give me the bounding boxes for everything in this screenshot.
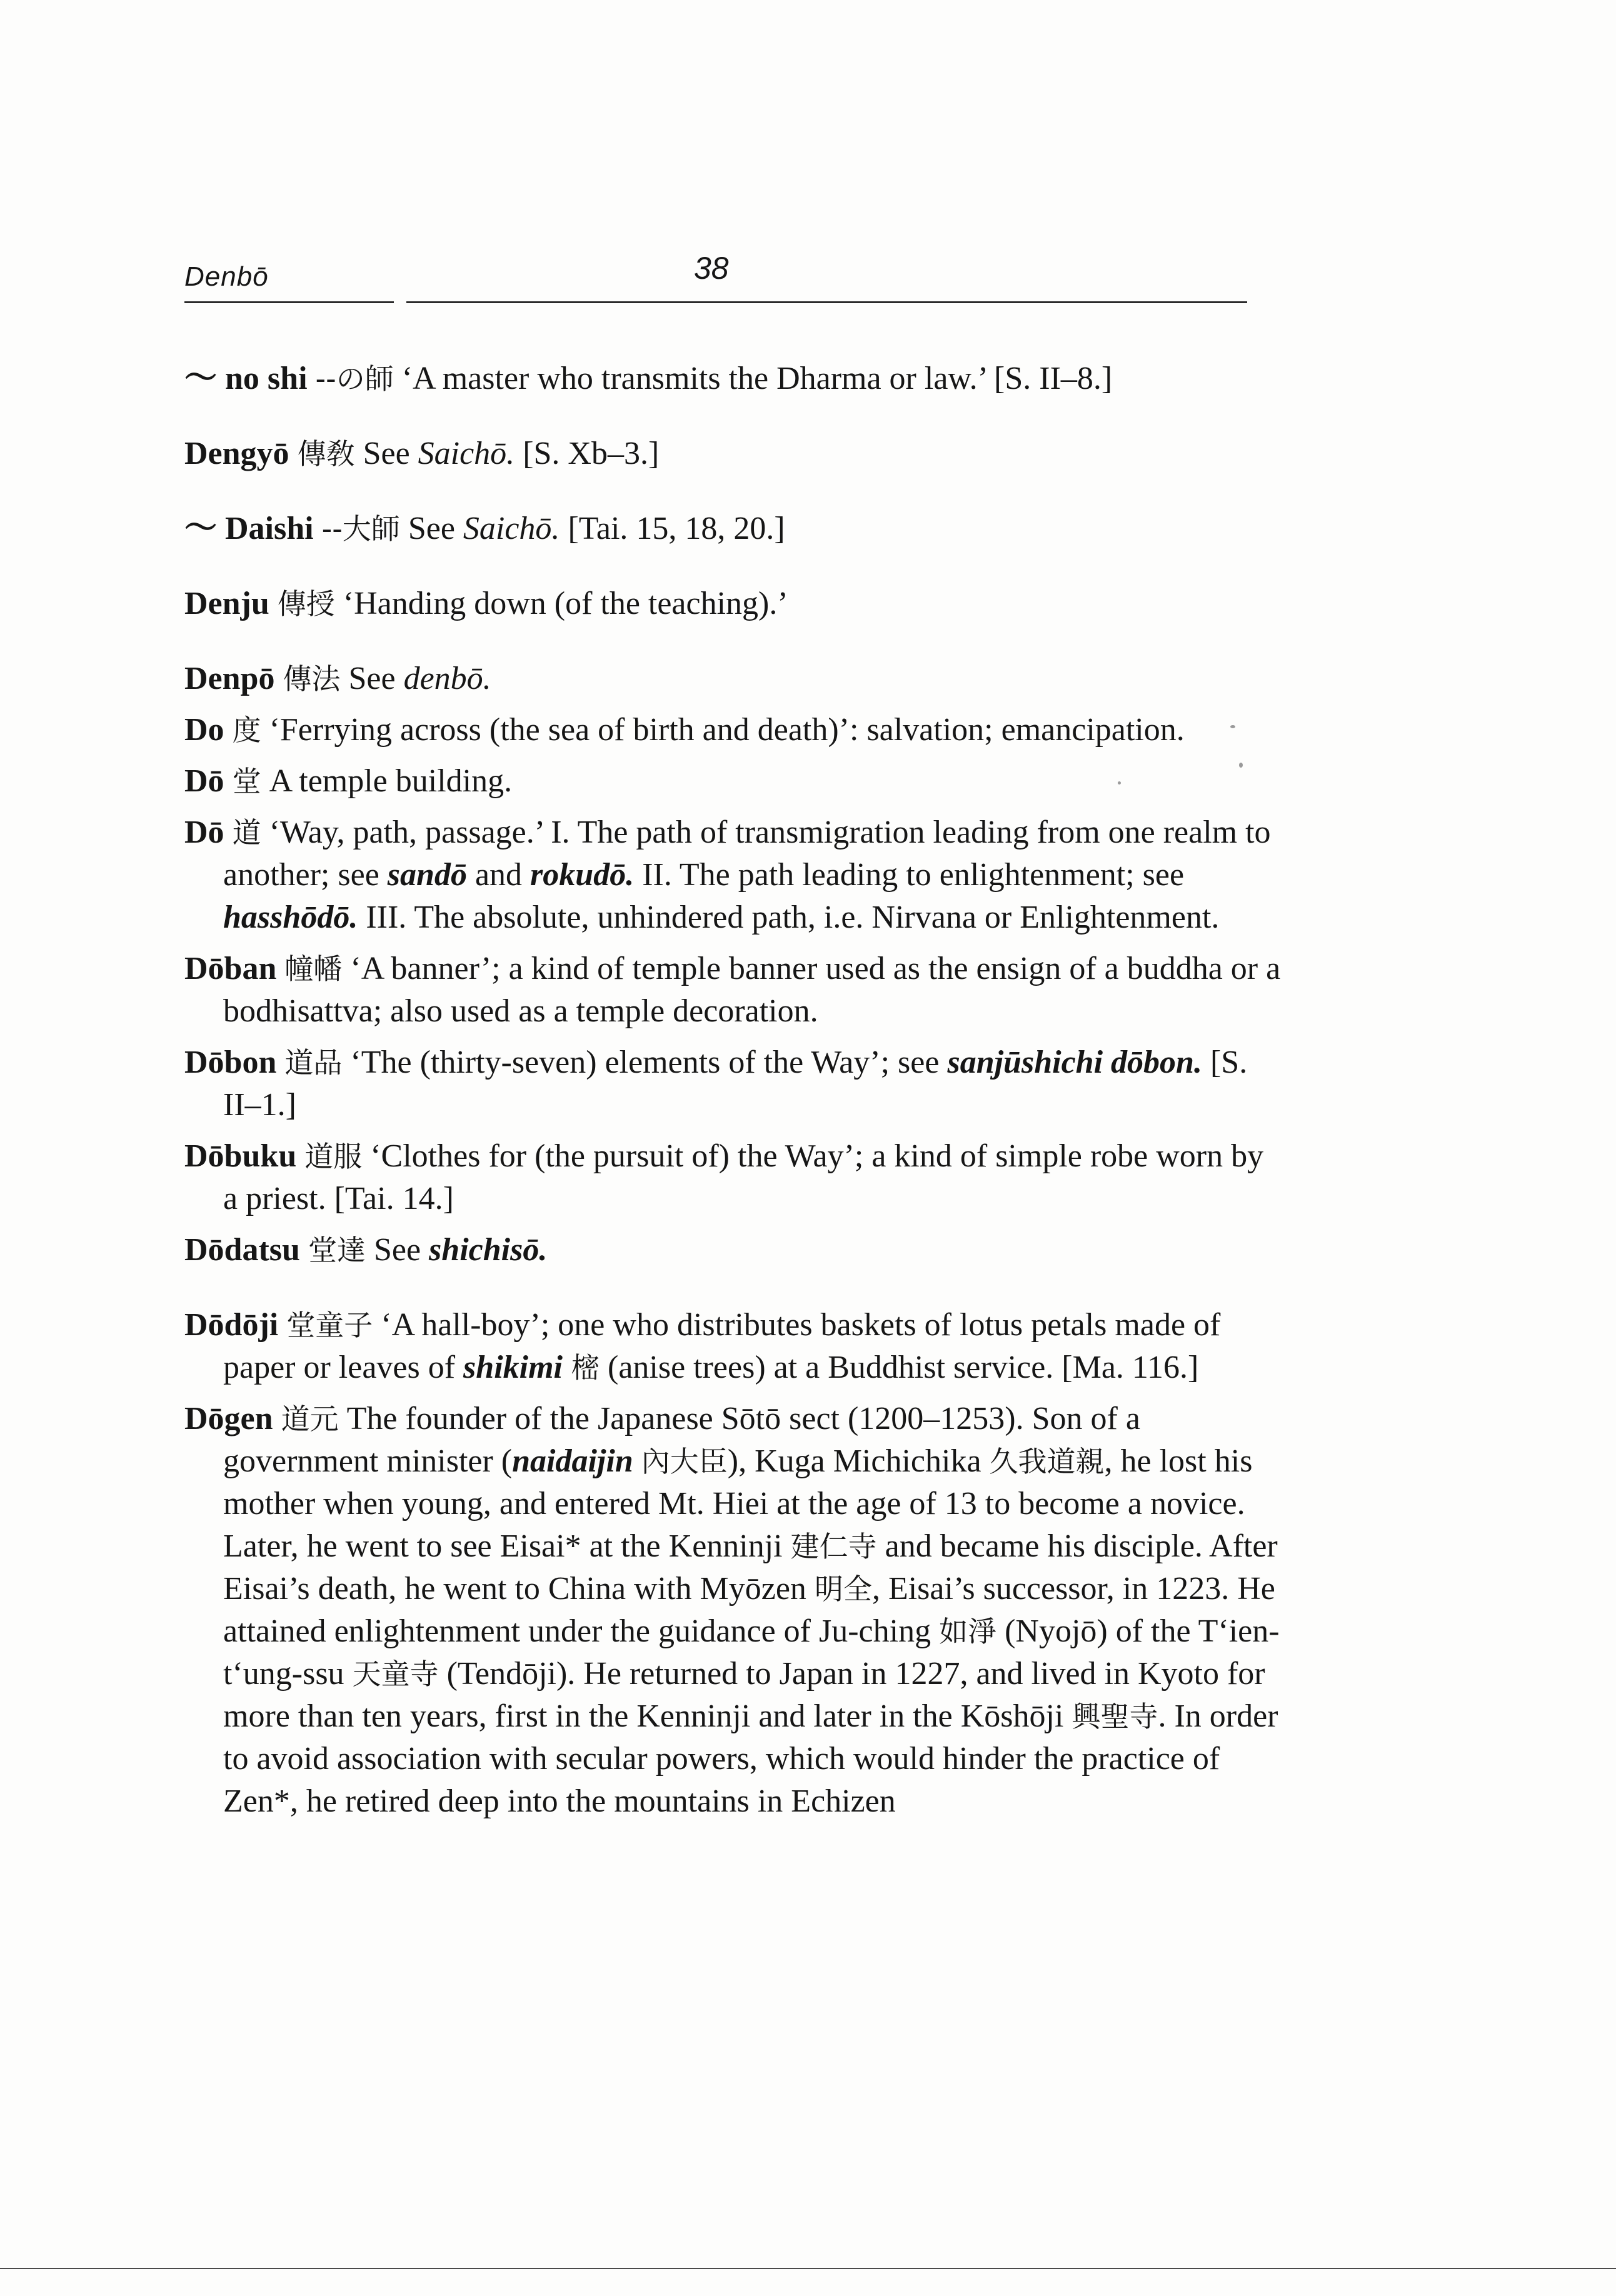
entry-definition: ‘Ferrying across (the sea of birth and death)’: salvation; emancipation.	[269, 712, 1185, 748]
entry-dogen	[184, 1398, 1285, 1823]
entry-headword: Dō	[184, 763, 224, 799]
entry-definition-part: III. The absolute, unhindered path, i.e. Nirvana or Enlightenment.	[358, 900, 1220, 935]
entry-definition-part: (Tendōji). He returned to Japan in 1227, and lived in Kyoto for more than ten years, first in the Kenninji and later in the Kōshōji	[223, 1656, 1265, 1734]
entry-headword: Dōbon	[184, 1045, 277, 1080]
entry-kanji: 堂達	[308, 1233, 366, 1267]
header-rule-left	[184, 301, 394, 303]
entry-headword: Dōdatsu	[184, 1232, 300, 1268]
entry-definition: ‘A banner’; a kind of temple banner used as the ensign of a buddha or a bodhisattva; also used as a temple decoration.	[223, 951, 1281, 1029]
entry-cross-reference: shikimi	[463, 1350, 563, 1385]
entry-inline-kanji: 樒	[571, 1351, 600, 1385]
entry-definition-part: The founder of the Japanese Sōtō sect (1200–1253). Son of a government minister (	[223, 1401, 1140, 1479]
entry-headword: Do	[184, 712, 224, 748]
scan-speck	[1118, 781, 1121, 785]
entry-kanji: 傳法	[283, 662, 341, 696]
entry-definition-part: (anise trees) at a Buddhist service. [Ma. 116.]	[600, 1350, 1199, 1385]
entry-kanji: 堂童子	[286, 1308, 373, 1342]
entry-citation: [Tai. 15, 18, 20.]	[560, 511, 785, 546]
entry-definition-part: , Eisai’s successor, in 1223. He attained enlightenment under the guidance of Ju-ching	[223, 1571, 1275, 1649]
entry-definition-part: and	[466, 857, 531, 893]
entry-citation: [S. II–1.]	[223, 1045, 1248, 1123]
entry-definition: ‘The (thirty-seven) elements of the Way’; see	[350, 1045, 948, 1080]
entry-headword: Denpō	[184, 661, 275, 696]
entry-inline-kanji: 明全	[814, 1572, 872, 1606]
entry-headword: Dōban	[184, 951, 277, 986]
entry-kanji: 度	[232, 713, 261, 747]
entry-cross-reference: sandō	[387, 857, 467, 893]
entry-headword: Dō	[184, 815, 224, 850]
entry-kanji: 道品	[284, 1046, 343, 1080]
entries-column	[184, 325, 1285, 1832]
bottom-page-rule	[0, 2268, 1616, 2269]
entry-definition-part: II. The path leading to enlightenment; see	[634, 857, 1185, 893]
entry-cross-reference: Saichō.	[418, 436, 515, 471]
entry-kanji: 傳授	[277, 587, 335, 621]
entry-definition-part: ‘A hall-boy’; one who distributes baskets of lotus petals made of paper or leaves of	[223, 1307, 1221, 1385]
entry-headword: ～ Daishi	[184, 511, 314, 546]
entry-definition: ‘Clothes for (the pursuit of) the Way’; a kind of simple robe worn by a priest. [Tai. 14.]	[223, 1138, 1264, 1216]
entry-do-ferrying	[184, 709, 1285, 751]
entry-inline-kanji: 如淨	[939, 1615, 997, 1648]
entry-see-label: See	[408, 511, 463, 546]
entry-dengyo	[184, 433, 1285, 475]
scan-speck	[1230, 725, 1235, 728]
entry-dobuku	[184, 1135, 1285, 1220]
entry-denju	[184, 583, 1285, 625]
entry-do-way	[184, 811, 1285, 939]
entry-headword: Dōgen	[184, 1401, 273, 1436]
entry-cross-reference: hasshōdō.	[223, 900, 358, 935]
entry-definition-part: ‘Way, path, passage.’ I. The path of transmigration leading from one realm to another; see	[223, 815, 1271, 893]
entry-inline-kanji: 久我道親	[989, 1445, 1105, 1478]
entry-kanji: 道服	[304, 1140, 363, 1173]
entry-see-label: See	[373, 1232, 429, 1268]
entry-dodatsu	[184, 1229, 1285, 1271]
entry-kanji: 道元	[281, 1402, 339, 1436]
entry-see-label: See	[348, 661, 404, 696]
entry-kanji: 道	[232, 816, 261, 850]
entry-headword: Dengyō	[184, 436, 289, 471]
entry-dobon	[184, 1041, 1285, 1126]
running-head	[184, 250, 1247, 306]
entry-kanji: 堂	[232, 764, 261, 798]
entry-citation: [S. Xb–3.]	[514, 436, 660, 471]
header-rule-right	[406, 301, 1247, 303]
entry-kanji: 傳敎	[297, 437, 355, 471]
entry-definition: ‘Handing down (of the teaching).’	[343, 586, 788, 621]
entry-definition-part: ), Kuga Michichika	[727, 1443, 990, 1479]
entry-cross-reference: rokudō.	[530, 857, 635, 893]
entry-italic-term: naidaijin	[512, 1443, 633, 1479]
entry-cross-reference: sanjūshichi dōbon.	[947, 1045, 1202, 1080]
entry-inline-kanji: 興聖寺	[1071, 1700, 1158, 1733]
entry-headword: Dōbuku	[184, 1138, 297, 1174]
entry-dodoji	[184, 1304, 1285, 1389]
entry-doban	[184, 948, 1285, 1033]
entry-kanji: 幢幡	[284, 952, 343, 986]
entry-cross-reference: denbō.	[403, 661, 491, 696]
entry-definition-part: , he lost his mother when young, and entered Mt. Hiei at the age of 13 to become a novice. Later, he went to see Eisai* at the Kenninji	[223, 1443, 1253, 1564]
entry-definition: A temple building.	[269, 763, 513, 799]
entry-kanji: --の師	[315, 362, 394, 396]
entry-see-label: See	[363, 436, 418, 471]
entry-headword: Denju	[184, 586, 269, 621]
entry-cross-reference: shichisō.	[429, 1232, 548, 1268]
running-head-word: Denbō	[184, 261, 269, 292]
entry-cross-reference: Saichō.	[463, 511, 560, 546]
entry-headword: ～ no shi	[184, 361, 308, 396]
entry-headword: Dōdōji	[184, 1307, 279, 1343]
scan-speck	[1239, 763, 1243, 768]
entry-definition-part: . In order to avoid association with secular powers, which would hinder the practice of Zen*, he retired deep into the mountains in Echizen	[223, 1698, 1278, 1819]
entry-inline-kanji: 天童寺	[352, 1657, 439, 1691]
entry-daishi	[184, 508, 1285, 550]
entry-no-shi	[184, 358, 1285, 400]
entry-definition: ‘A master who transmits the Dharma or law.’ [S. II–8.]	[401, 361, 1113, 396]
page-number: 38	[694, 251, 729, 286]
entry-inline-kanji: 建仁寺	[790, 1530, 877, 1563]
entry-definition-part: (Nyojō) of the T‘ien-t‘ung-ssu	[223, 1613, 1280, 1692]
entry-kanji: --大師	[321, 512, 400, 546]
entry-inline-kanji: 內大臣	[641, 1445, 728, 1478]
entry-definition-part: and became his disciple. After Eisai’s death, he went to China with Myōzen	[223, 1528, 1278, 1607]
entry-denpo	[184, 658, 1285, 700]
